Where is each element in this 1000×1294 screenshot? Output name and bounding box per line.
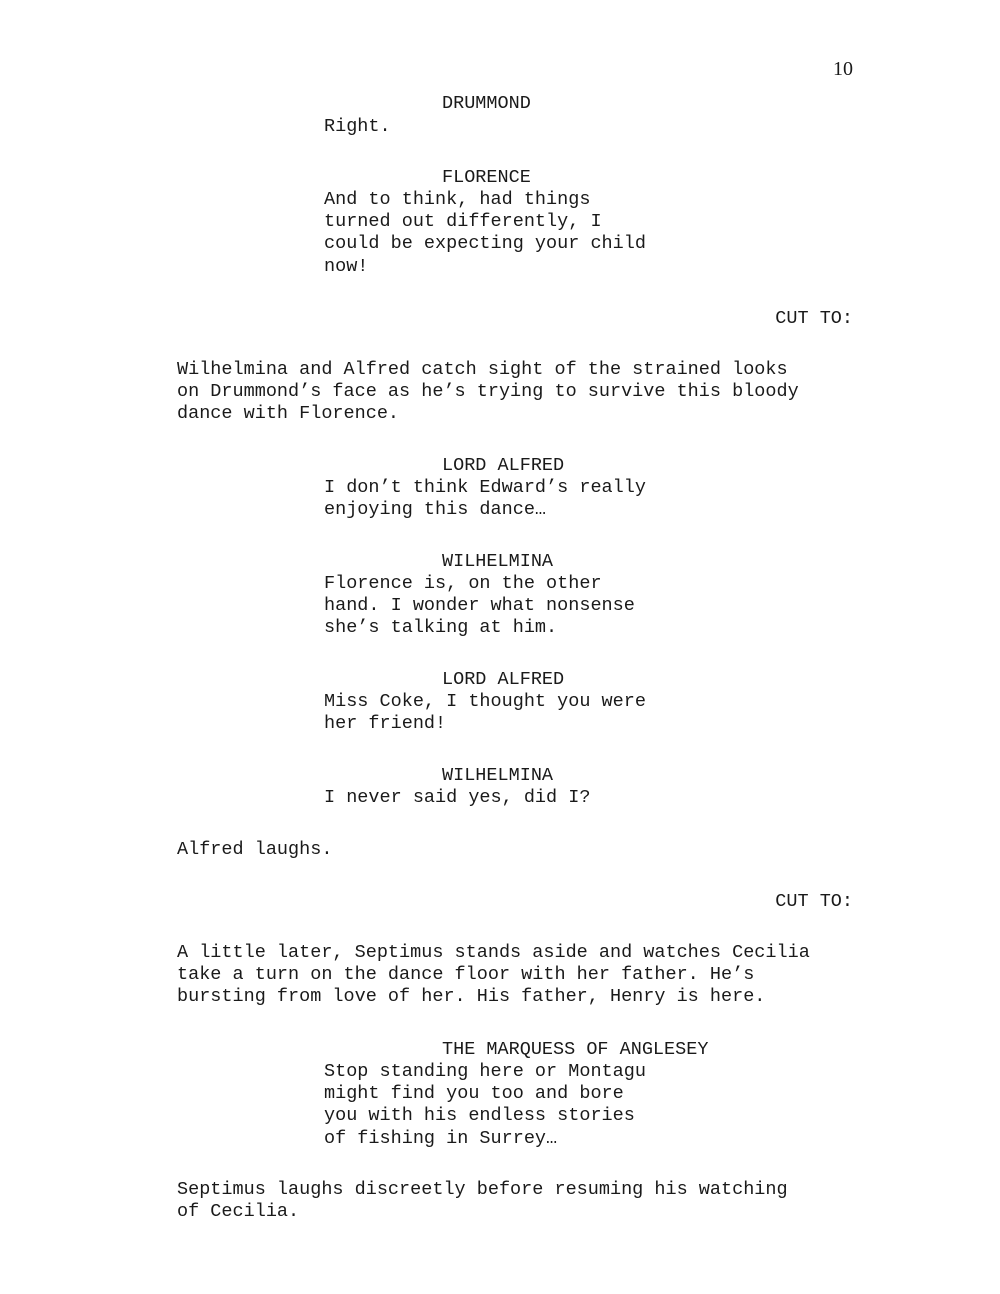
dialogue: Right. xyxy=(324,116,391,137)
action-line: Alfred laughs. xyxy=(177,839,333,860)
page-number: 10 xyxy=(833,58,853,80)
dialogue: Stop standing here or Montagu might find you too and bore you with his endless stories of fishing in Surrey… xyxy=(324,1061,646,1149)
dialogue: Florence is, on the other hand. I wonder what nonsense she’s talking at him. xyxy=(324,573,635,639)
character-name: WILHELMINA xyxy=(442,551,554,572)
dialogue: I don’t think Edward’s really enjoying this dance… xyxy=(324,477,646,521)
character-name: DRUMMOND xyxy=(442,93,531,114)
action-line: Septimus laughs discreetly before resuming his watching of Cecilia. xyxy=(177,1179,788,1223)
action-line: Wilhelmina and Alfred catch sight of the strained looks on Drummond’s face as he’s trying to survive this bloody dance with Florence. xyxy=(177,359,799,425)
character-name: FLORENCE xyxy=(442,167,531,188)
character-name: THE MARQUESS OF ANGLESEY xyxy=(442,1039,709,1060)
action-line: A little later, Septimus stands aside and watches Cecilia take a turn on the dance floor with her father. He’s bursting from love of her. His father, Henry is here. xyxy=(177,942,810,1008)
dialogue: And to think, had things turned out differently, I could be expecting your child now! xyxy=(324,189,646,277)
character-name: LORD ALFRED xyxy=(442,455,565,476)
character-name: LORD ALFRED xyxy=(442,669,565,690)
transition: CUT TO: xyxy=(775,891,853,912)
character-name: WILHELMINA xyxy=(442,765,554,786)
dialogue: Miss Coke, I thought you were her friend! xyxy=(324,691,646,735)
dialogue: I never said yes, did I? xyxy=(324,787,591,808)
transition: CUT TO: xyxy=(775,308,853,329)
